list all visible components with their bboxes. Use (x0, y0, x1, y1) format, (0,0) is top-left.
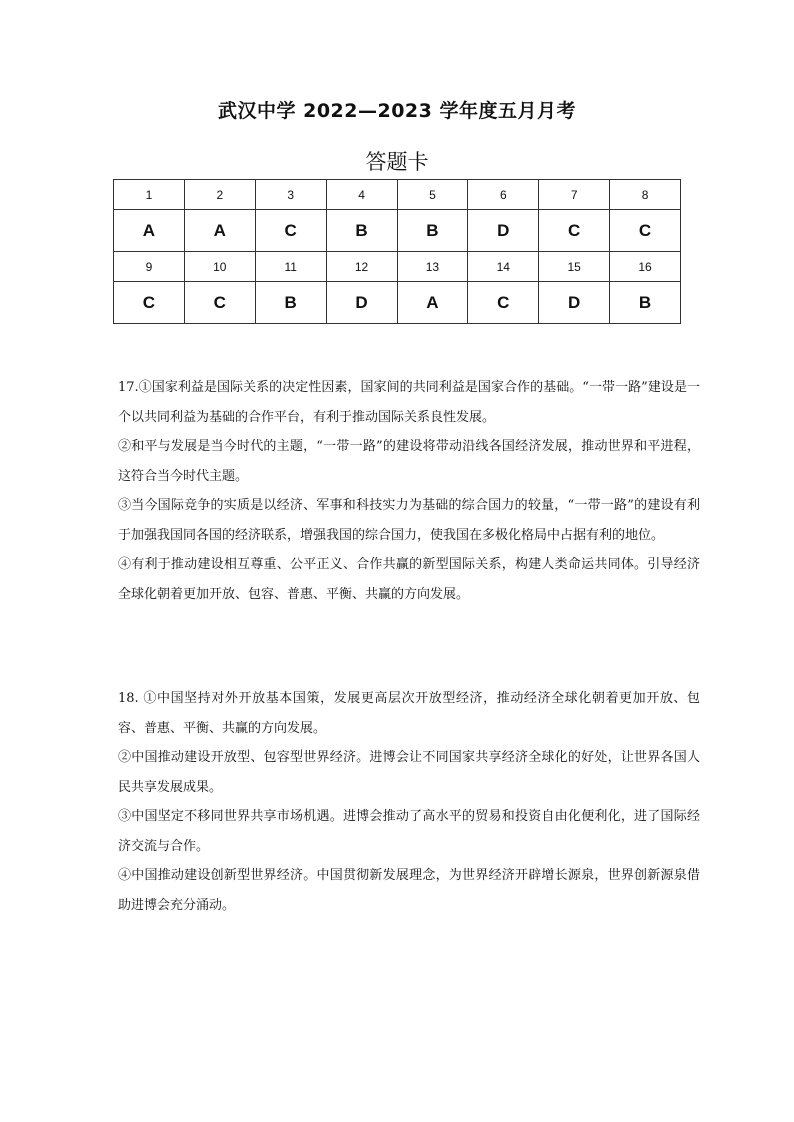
question-number: 7 (539, 180, 610, 210)
answer-cell: D (326, 282, 397, 324)
answer-cell: D (539, 282, 610, 324)
answer-18-point-2: ②中国推动建设开放型、包容型世界经济。进博会让不同国家共享经济全球化的好处，让世界各国人民共享发展成果。 (118, 750, 700, 795)
question-number: 2 (184, 180, 255, 210)
answer-18-point-3: ③中国坚定不移同世界共享市场机遇。进博会推动了高水平的贸易和投资自由化便利化，进了国际经济交流与合作。 (118, 809, 700, 854)
answer-card-title: 答题卡 (365, 150, 429, 174)
question-number: 9 (114, 252, 185, 282)
answer-17-point-4: ④有利于推动建设相互尊重、公平正义、合作共赢的新型国际关系，构建人类命运共同体。引导经济全球化朝着更加开放、包容、普惠、平衡、共赢的方向发展。 (118, 557, 700, 602)
answer-cell: B (326, 210, 397, 252)
answer-cell: B (397, 210, 468, 252)
question-number: 4 (326, 180, 397, 210)
answer-cell: A (114, 210, 185, 252)
answer-cell: C (184, 282, 255, 324)
answer-cell: C (114, 282, 185, 324)
question-number: 16 (610, 252, 681, 282)
question-number: 3 (255, 180, 326, 210)
answer-cell: D (468, 210, 539, 252)
question-number: 10 (184, 252, 255, 282)
answer-card-table (113, 179, 681, 324)
answer-cell: C (610, 210, 681, 252)
answer-17-section (118, 373, 700, 609)
answer-18-point-1: 18. ①中国坚持对外开放基本国策，发展更高层次开放型经济，推动经济全球化朝着更加开放、包容、普惠、平衡、共赢的方向发展。 (118, 691, 700, 736)
answer-cell: C (468, 282, 539, 324)
answer-row (114, 210, 681, 252)
answer-row (114, 282, 681, 324)
answer-cell: B (610, 282, 681, 324)
question-number: 12 (326, 252, 397, 282)
answer-18-section (118, 684, 700, 920)
answer-cell: C (255, 210, 326, 252)
question-number-row (114, 180, 681, 210)
answer-17-point-3: ③当今国际竞争的实质是以经济、军事和科技实力为基础的综合国力的较量，“一带一路”的建设有利于加强我国同各国的经济联系，增强我国的综合国力，使我国在多极化格局中占据有利的地位。 (118, 498, 700, 543)
answer-18-point-4: ④中国推动建设创新型世界经济。中国贯彻新发展理念，为世界经济开辟增长源泉，世界创新源泉借助进博会充分涌动。 (118, 868, 700, 913)
question-number: 8 (610, 180, 681, 210)
question-number: 1 (114, 180, 185, 210)
question-number: 11 (255, 252, 326, 282)
question-number: 6 (468, 180, 539, 210)
answer-17-point-1: 17.①国家利益是国际关系的决定性因素，国家间的共同利益是国家合作的基础。“一带一路”建设是一个以共同利益为基础的合作平台，有利于推动国际关系良性发展。 (118, 380, 700, 425)
question-number: 5 (397, 180, 468, 210)
answer-cell: A (397, 282, 468, 324)
answer-cell: B (255, 282, 326, 324)
answer-cell: C (539, 210, 610, 252)
answer-cell: A (184, 210, 255, 252)
answer-17-point-2: ②和平与发展是当今时代的主题，“一带一路”的建设将带动沿线各国经济发展，推动世界和平进程，这符合当今时代主题。 (118, 439, 700, 484)
question-number: 15 (539, 252, 610, 282)
question-number: 13 (397, 252, 468, 282)
page-title: 武汉中学 2022—2023 学年度五月月考 (218, 100, 576, 122)
question-number-row (114, 252, 681, 282)
question-number: 14 (468, 252, 539, 282)
